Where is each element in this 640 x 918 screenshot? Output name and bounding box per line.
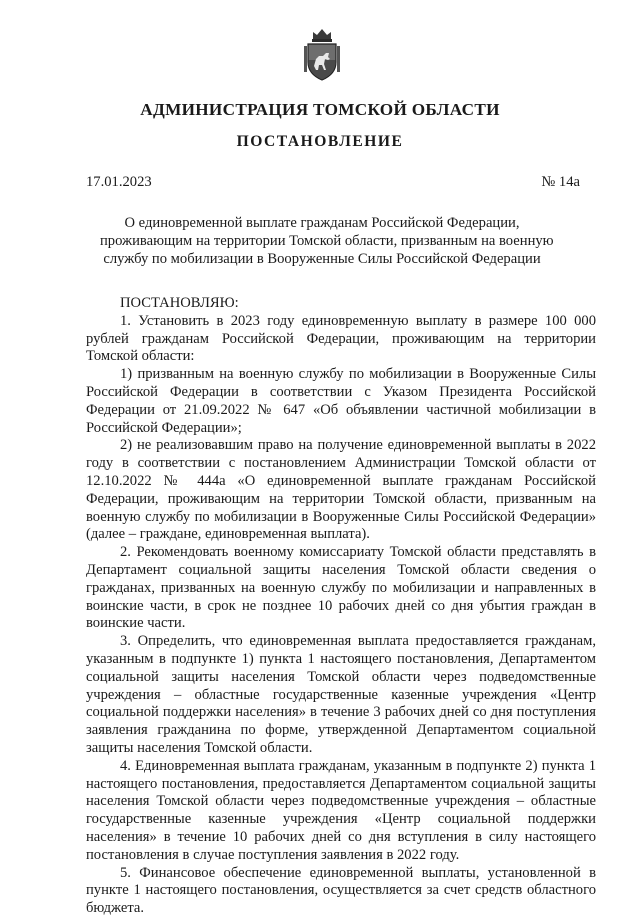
- paragraph-1-subitem-1: 1) призванным на военную службу по мобилизации в Вооруженные Силы Российской Федерации в соответствии с Указом Президента Российской Федерации от 21.09.2022 № 647 «Об объявлении частичной мобилизации в Российской Федерации»;: [86, 366, 596, 436]
- document-type: ПОСТАНОВЛЕНИЕ: [236, 133, 404, 150]
- document-date: 17.01.2023: [86, 174, 152, 190]
- paragraph-4: 4. Единовременная выплата гражданам, указанным в подпункте 2) пункта 1 настоящего постановления, предоставляется Департаментом социальной защиты населения Томской области через подведомственные учреждения – областные государственные казенные учреждения «Центр социальной поддержки населения» в течение 10 рабочих дней со дня вступления в силу настоящего постановления в случае поступления заявления в 2022 году.: [86, 757, 596, 863]
- paragraph-2: 2. Рекомендовать военному комиссариату Томской области представлять в Департамент социальной защиты населения Томской области сведения о гражданах, призванных на военную службу по мобилизации и направленных в воинские части, в срок не позднее 10 рабочих дней со дня убытия граждан в воинские части.: [86, 544, 596, 632]
- paragraph-1-subitem-2: 2) не реализовавшим право на получение единовременной выплаты в 2022 году в соответствии с постановлением Администрации Томской области от 12.10.2022 № 444а «О единовременной выплате гражданам Российской Федерации, проживающим на территории Томской области, призванным на военную службу по мобилизации в Вооруженные Силы Российской Федерации» (далее – граждане, единовременная выплата).: [86, 437, 596, 543]
- document-title: [100, 215, 554, 268]
- tomsk-coat-of-arms-icon: [302, 26, 342, 82]
- title-line: О единовременной выплате гражданам Российской Федерации,: [124, 215, 520, 231]
- paragraph-5: 5. Финансовое обеспечение единовременной выплаты, установленной в пункте 1 настоящего постановления, осуществляется за счет средств областного бюджета.: [86, 864, 596, 917]
- resolution-intro: ПОСТАНОВЛЯЮ:: [120, 295, 239, 311]
- document-body: [86, 295, 596, 918]
- paragraph-1: 1. Установить в 2023 году единовременную выплату в размере 100 000 рублей гражданам Российской Федерации, проживающим на территории Томской области:: [86, 312, 596, 365]
- organization-name: АДМИНИСТРАЦИЯ ТОМСКОЙ ОБЛАСТИ: [140, 100, 500, 119]
- paragraph-3: 3. Определить, что единовременная выплата предоставляется гражданам, указанным в подпункте 1) пункта 1 настоящего постановления, Департаментом социальной защиты населения Томской области через подведомственные учреждения – областные государственные казенные учреждения «Центр социальной поддержки населения» в течение 3 рабочих дней со дня поступления заявления гражданина по форме, утвержденной Департаментом социальной защиты населения Томской области.: [86, 633, 596, 756]
- document-number: № 14а: [541, 174, 580, 190]
- title-line: проживающим на территории Томской области, призванным на военную: [100, 232, 554, 249]
- title-line: службу по мобилизации в Вооруженные Силы Российской Федерации: [103, 250, 541, 267]
